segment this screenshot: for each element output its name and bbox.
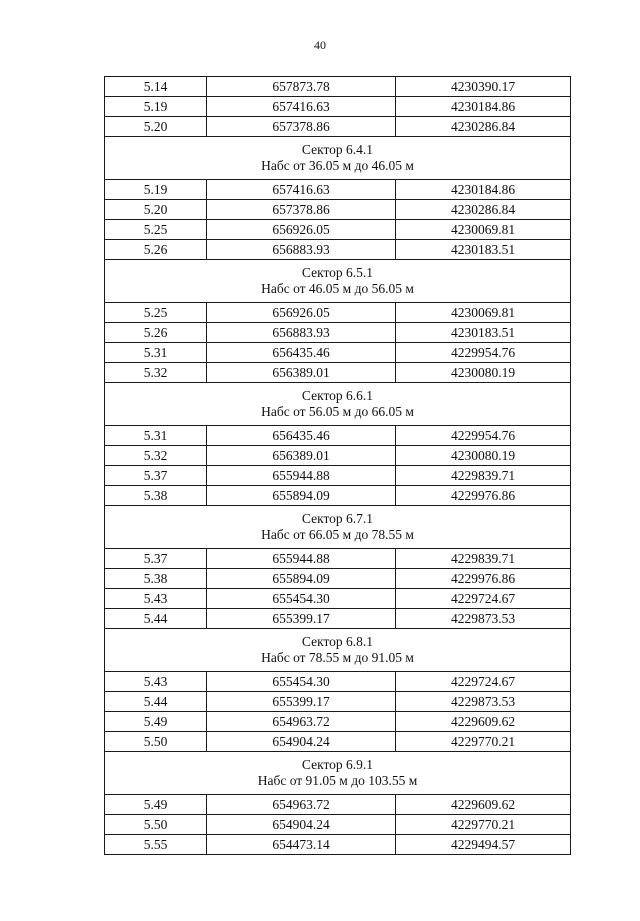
y-coordinate-cell: 4230069.81	[396, 220, 571, 240]
x-coordinate-cell: 656883.93	[207, 240, 396, 260]
table-row	[105, 180, 571, 200]
x-coordinate-cell: 655454.30	[207, 589, 396, 609]
x-coordinate-cell: 657873.78	[207, 77, 396, 97]
y-coordinate-cell: 4229954.76	[396, 426, 571, 446]
y-coordinate-cell: 4229770.21	[396, 732, 571, 752]
x-coordinate-cell: 654963.72	[207, 795, 396, 815]
coordinates-table	[104, 76, 571, 855]
y-coordinate-cell: 4230390.17	[396, 77, 571, 97]
table-row	[105, 446, 571, 466]
sector-header-row	[105, 137, 571, 180]
table-row	[105, 486, 571, 506]
y-coordinate-cell: 4229494.57	[396, 835, 571, 855]
sector-depth-range: Набс от 66.05 м до 78.55 м	[261, 527, 414, 542]
sector-header-row	[105, 629, 571, 672]
sector-header	[105, 383, 571, 426]
sector-header	[105, 137, 571, 180]
y-coordinate-cell: 4230080.19	[396, 363, 571, 383]
point-number-cell: 5.20	[105, 200, 207, 220]
point-number-cell: 5.43	[105, 672, 207, 692]
point-number-cell: 5.19	[105, 97, 207, 117]
point-number-cell: 5.14	[105, 77, 207, 97]
point-number-cell: 5.37	[105, 549, 207, 569]
table-row	[105, 220, 571, 240]
coordinates-table-body	[105, 77, 571, 855]
table-row	[105, 609, 571, 629]
point-number-cell: 5.37	[105, 466, 207, 486]
point-number-cell: 5.49	[105, 795, 207, 815]
x-coordinate-cell: 656926.05	[207, 220, 396, 240]
x-coordinate-cell: 657416.63	[207, 180, 396, 200]
point-number-cell: 5.44	[105, 692, 207, 712]
point-number-cell: 5.25	[105, 220, 207, 240]
x-coordinate-cell: 654963.72	[207, 712, 396, 732]
x-coordinate-cell: 656389.01	[207, 363, 396, 383]
y-coordinate-cell: 4230184.86	[396, 180, 571, 200]
sector-depth-range: Набс от 46.05 м до 56.05 м	[261, 281, 414, 296]
sector-header-row	[105, 752, 571, 795]
x-coordinate-cell: 656926.05	[207, 303, 396, 323]
sector-header	[105, 506, 571, 549]
x-coordinate-cell: 656435.46	[207, 426, 396, 446]
sector-header	[105, 752, 571, 795]
table-row	[105, 117, 571, 137]
point-number-cell: 5.50	[105, 732, 207, 752]
x-coordinate-cell: 657378.86	[207, 117, 396, 137]
table-row	[105, 692, 571, 712]
point-number-cell: 5.38	[105, 486, 207, 506]
y-coordinate-cell: 4229724.67	[396, 589, 571, 609]
y-coordinate-cell: 4229976.86	[396, 569, 571, 589]
x-coordinate-cell: 655894.09	[207, 486, 396, 506]
sector-depth-range: Набс от 91.05 м до 103.55 м	[257, 773, 418, 788]
table-row	[105, 323, 571, 343]
table-row	[105, 97, 571, 117]
table-row	[105, 343, 571, 363]
table-row	[105, 200, 571, 220]
x-coordinate-cell: 655454.30	[207, 672, 396, 692]
y-coordinate-cell: 4229609.62	[396, 712, 571, 732]
table-row	[105, 363, 571, 383]
sector-title: Сектор 6.6.1	[301, 388, 374, 403]
point-number-cell: 5.38	[105, 569, 207, 589]
sector-title: Сектор 6.5.1	[301, 265, 374, 280]
sector-depth-range: Набс от 36.05 м до 46.05 м	[261, 158, 414, 173]
y-coordinate-cell: 4229976.86	[396, 486, 571, 506]
y-coordinate-cell: 4229873.53	[396, 609, 571, 629]
table-row	[105, 466, 571, 486]
sector-header-row	[105, 506, 571, 549]
table-row	[105, 815, 571, 835]
point-number-cell: 5.32	[105, 363, 207, 383]
x-coordinate-cell: 656435.46	[207, 343, 396, 363]
point-number-cell: 5.26	[105, 240, 207, 260]
y-coordinate-cell: 4229839.71	[396, 549, 571, 569]
x-coordinate-cell: 655944.88	[207, 549, 396, 569]
point-number-cell: 5.26	[105, 323, 207, 343]
point-number-cell: 5.43	[105, 589, 207, 609]
table-row	[105, 835, 571, 855]
table-row	[105, 732, 571, 752]
x-coordinate-cell: 655894.09	[207, 569, 396, 589]
y-coordinate-cell: 4229954.76	[396, 343, 571, 363]
y-coordinate-cell: 4230080.19	[396, 446, 571, 466]
y-coordinate-cell: 4230286.84	[396, 117, 571, 137]
point-number-cell: 5.31	[105, 343, 207, 363]
point-number-cell: 5.20	[105, 117, 207, 137]
sector-depth-range: Набс от 56.05 м до 66.05 м	[261, 404, 414, 419]
sector-header	[105, 629, 571, 672]
y-coordinate-cell: 4229770.21	[396, 815, 571, 835]
point-number-cell: 5.44	[105, 609, 207, 629]
x-coordinate-cell: 655944.88	[207, 466, 396, 486]
sector-title: Сектор 6.8.1	[301, 634, 374, 649]
point-number-cell: 5.49	[105, 712, 207, 732]
sector-title: Сектор 6.9.1	[301, 757, 374, 772]
y-coordinate-cell: 4230183.51	[396, 240, 571, 260]
y-coordinate-cell: 4230286.84	[396, 200, 571, 220]
y-coordinate-cell: 4230183.51	[396, 323, 571, 343]
x-coordinate-cell: 657378.86	[207, 200, 396, 220]
x-coordinate-cell: 655399.17	[207, 692, 396, 712]
table-row	[105, 589, 571, 609]
x-coordinate-cell: 654904.24	[207, 815, 396, 835]
table-row	[105, 77, 571, 97]
table-row	[105, 426, 571, 446]
y-coordinate-cell: 4229839.71	[396, 466, 571, 486]
y-coordinate-cell: 4229609.62	[396, 795, 571, 815]
table-row	[105, 240, 571, 260]
x-coordinate-cell: 654904.24	[207, 732, 396, 752]
sector-title: Сектор 6.7.1	[301, 511, 374, 526]
table-row	[105, 303, 571, 323]
point-number-cell: 5.55	[105, 835, 207, 855]
x-coordinate-cell: 657416.63	[207, 97, 396, 117]
y-coordinate-cell: 4229873.53	[396, 692, 571, 712]
sector-depth-range: Набс от 78.55 м до 91.05 м	[261, 650, 414, 665]
sector-header	[105, 260, 571, 303]
x-coordinate-cell: 655399.17	[207, 609, 396, 629]
table-row	[105, 569, 571, 589]
table-row	[105, 672, 571, 692]
point-number-cell: 5.50	[105, 815, 207, 835]
table-row	[105, 795, 571, 815]
table-row	[105, 549, 571, 569]
x-coordinate-cell: 654473.14	[207, 835, 396, 855]
y-coordinate-cell: 4230184.86	[396, 97, 571, 117]
y-coordinate-cell: 4229724.67	[396, 672, 571, 692]
page-number: 40	[314, 38, 326, 52]
table-row	[105, 712, 571, 732]
point-number-cell: 5.31	[105, 426, 207, 446]
point-number-cell: 5.32	[105, 446, 207, 466]
sector-header-row	[105, 383, 571, 426]
sector-title: Сектор 6.4.1	[301, 142, 374, 157]
sector-header-row	[105, 260, 571, 303]
point-number-cell: 5.19	[105, 180, 207, 200]
y-coordinate-cell: 4230069.81	[396, 303, 571, 323]
x-coordinate-cell: 656883.93	[207, 323, 396, 343]
x-coordinate-cell: 656389.01	[207, 446, 396, 466]
point-number-cell: 5.25	[105, 303, 207, 323]
